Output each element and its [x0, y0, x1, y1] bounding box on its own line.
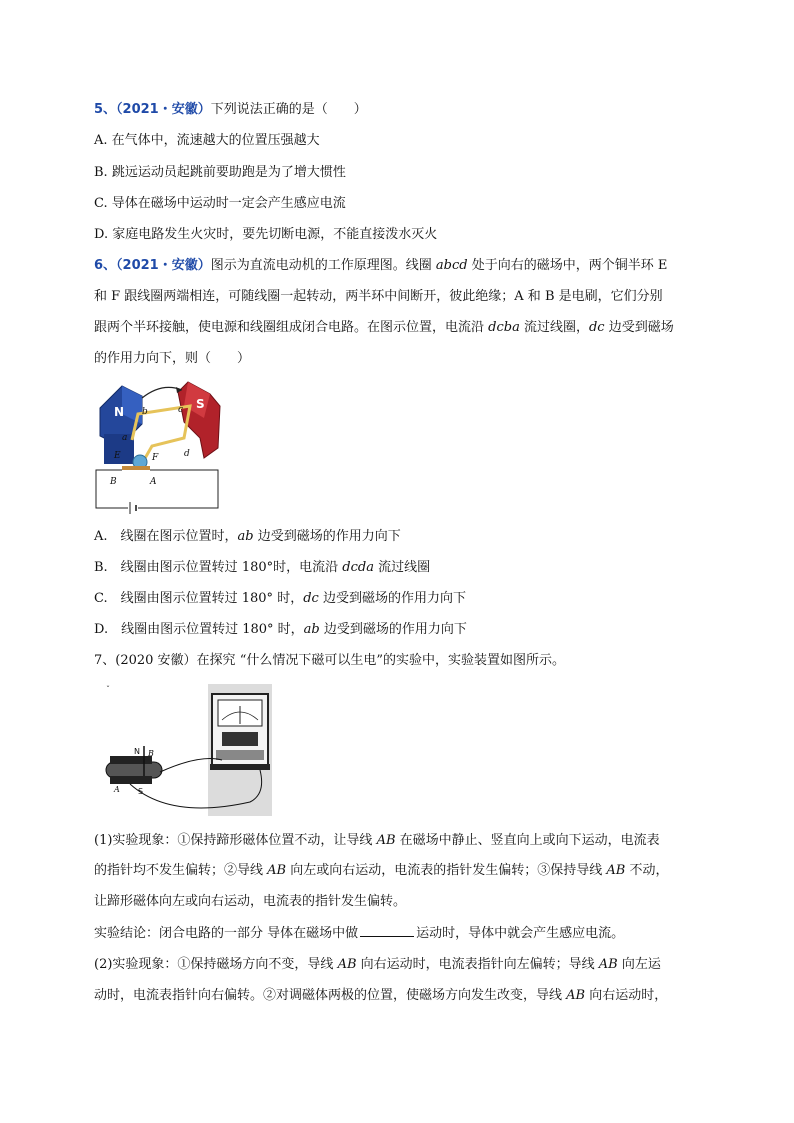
- q6-stem-line-3: 跟两个半环接触，使电源和线圈组成闭合电路。在图示位置，电流沿 dcba 流过线圈，dc 边受到磁场: [94, 320, 674, 335]
- q6-option-c: C. 线圈由图示位置转过 180° 时，dc 边受到磁场的作用力向下: [94, 591, 466, 606]
- brush-a-label: A: [150, 477, 157, 487]
- q5-option-c: C. 导体在磁场中运动时一定会产生感应电流: [94, 196, 346, 211]
- q7-conclusion: 实验结论：闭合电路的一部分 导体在磁场中做 运动时，导体中就会产生感应电流。: [94, 926, 625, 941]
- q6-stem-line-4: 的作用力向下，则（ ）: [94, 351, 251, 366]
- q5-option-d: D. 家庭电路发生火灾时，要先切断电源，不能直接泼水灭火: [94, 227, 438, 242]
- q6-option-b: B. 线圈由图示位置转过 180°时，电流沿 dcda 流过线圈: [94, 560, 431, 575]
- q6-option-d: D. 线圈由图示位置转过 180° 时，ab 边受到磁场的作用力向下: [94, 622, 467, 637]
- n-pole-label: N: [114, 405, 125, 419]
- q6-stem-line-2: 和 F 跟线圈两端相连，可随线圈一起转动，两半环中间断开，彼此绝缘；A 和 B 是电刷，它们分别: [94, 289, 663, 304]
- q7-phenomenon-1-line-3: 让蹄形磁体向左或向右运动，电流表的指针发生偏转。: [94, 894, 407, 909]
- coil-label-d: d: [184, 449, 190, 459]
- answer-blank[interactable]: [360, 924, 414, 937]
- q7-stem: 7、(2020 安徽）在探究 “什么情况下磁可以生电”的实验中，实验装置如图所示。: [94, 653, 565, 668]
- q5-stem: 5、（2021・安徽）下列说法正确的是（ ）: [94, 102, 367, 117]
- q6-stem-line-1: 6、（2021・安徽）图示为直流电动机的工作原理图。线圈 abcd 处于向右的磁场中，两个铜半环 E: [94, 258, 668, 273]
- coil-label-c: c: [178, 405, 184, 415]
- q6-number: 6、（2021・安徽）: [94, 258, 211, 273]
- q7-phenomenon-2-line-1: (2)实验现象：①保持磁场方向不变，导线 AB 向右运动时，电流表指针向左偏转；导线 AB 向左运: [94, 957, 661, 972]
- magnet-n-label: N: [134, 747, 140, 756]
- magnet-s-label: S: [138, 787, 144, 796]
- s-pole-label: S: [196, 397, 205, 411]
- q5-option-a: A. 在气体中，流速越大的位置压强越大: [94, 133, 320, 148]
- coil-label-b: b: [142, 407, 148, 417]
- q6-option-a: A. 线圈在图示位置时，ab 边受到磁场的作用力向下: [94, 529, 401, 544]
- brush-b-label: B: [110, 477, 117, 487]
- wire-b-label: B: [148, 749, 154, 758]
- induction-experiment-figure: [100, 684, 272, 816]
- half-ring-f-label: F: [152, 453, 159, 463]
- svg-text:ˇ: ˇ: [106, 685, 110, 694]
- q7-phenomenon-1-line-1: (1)实验现象：①保持蹄形磁体位置不动，让导线 AB 在磁场中静止、竖直向上或向下运动，电流表: [94, 833, 660, 848]
- dc-motor-figure: [92, 378, 222, 514]
- q7-phenomenon-1-line-2: 的指针均不发生偏转；②导线 AB 向左或向右运动，电流表的指针发生偏转；③保持导线 AB 不动，: [94, 863, 669, 878]
- wire-a-label: A: [114, 785, 120, 794]
- q5-number: 5、（2021・安徽）: [94, 102, 211, 117]
- q7-phenomenon-2-line-2: 动时，电流表指针向右偏转。②对调磁体两极的位置，使磁场方向发生改变，导线 AB 向右运动时，: [94, 988, 668, 1003]
- half-ring-e-label: E: [114, 451, 121, 461]
- q5-option-b: B. 跳远运动员起跳前要助跑是为了增大惯性: [94, 165, 346, 180]
- coil-label-a: a: [122, 433, 128, 443]
